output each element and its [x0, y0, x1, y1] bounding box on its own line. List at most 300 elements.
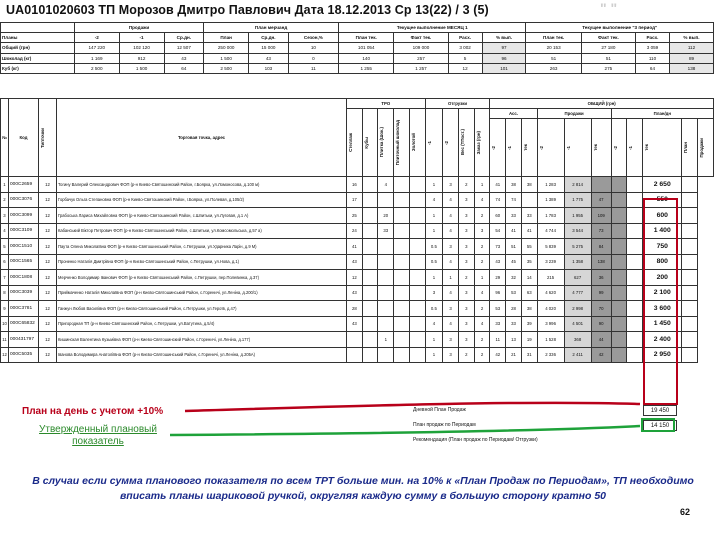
- row-cell-h: 33: [506, 316, 522, 332]
- row-cell-plan: 200: [643, 270, 682, 286]
- empty-cell: [682, 270, 698, 286]
- row-cell-b: 33: [378, 223, 394, 239]
- empty-cell: [682, 192, 698, 208]
- row-cell-g: 60: [490, 208, 506, 224]
- row-cell-a: [347, 332, 363, 348]
- row-cell-addr: Іванова Володимира Анатоліївна ФОП (р-н Києво-Святошинський Район, с.Гореничі, ул.Леніна, д.205А): [57, 347, 347, 363]
- summary-cell: 912: [119, 53, 164, 63]
- summary-cell: 263: [526, 63, 581, 73]
- row-cell-b: [378, 301, 394, 317]
- row-cell-l: 44: [591, 332, 611, 348]
- empty-cell: [611, 208, 627, 224]
- row-cell-j: 1 783: [537, 208, 564, 224]
- row-cell-c: 1: [425, 347, 443, 363]
- summary-col-header: -2: [74, 33, 119, 43]
- summary-col-header: План тек.: [526, 33, 581, 43]
- row-cell-b: 4: [378, 177, 394, 193]
- table-row: [1, 270, 714, 286]
- row-cell-code: 000C3076: [9, 192, 39, 208]
- empty-cell: [394, 347, 410, 363]
- row-cell-l: 90: [591, 316, 611, 332]
- table-row: [1, 285, 714, 301]
- row-cell-g: 74: [490, 192, 506, 208]
- row-cell-c: 3: [425, 285, 443, 301]
- group-current-period: Текущее выполнение "3 период": [526, 23, 714, 33]
- empty-cell: [682, 332, 698, 348]
- row-cell-f: 2: [474, 332, 490, 348]
- col-rot: -2: [443, 109, 459, 177]
- row-cell-d: 4: [443, 316, 459, 332]
- row-cell-e: 2: [458, 347, 474, 363]
- empty-cell: [394, 208, 410, 224]
- row-cell-c: 1: [425, 177, 443, 193]
- col-rot: План: [682, 119, 698, 177]
- period-plan-highlight: [641, 418, 675, 432]
- row-cell-b: [378, 285, 394, 301]
- summary-cell: 3 059: [635, 43, 669, 53]
- row-cell-a: [347, 347, 363, 363]
- row-cell-k: 368: [564, 332, 591, 348]
- col-rot: Продажи: [698, 119, 714, 177]
- row-cell-g: 54: [490, 223, 506, 239]
- row-cell-code: 000C1510: [9, 239, 39, 255]
- row-cell-plan: 1 400: [643, 223, 682, 239]
- row-cell-addr: Паута Олена Миколаївна ФОП (р-н Києво-Святошинський Район, с.Петрушки, ул.Ударника Ларін, д.9 М): [57, 239, 347, 255]
- row-cell-i: 41: [521, 223, 537, 239]
- summary-cell: 10: [288, 43, 338, 53]
- empty-cell: [362, 239, 378, 255]
- empty-cell: [394, 223, 410, 239]
- col-rot: Кубы: [362, 109, 378, 177]
- col-shipments: Отгрузки: [425, 99, 490, 109]
- empty-cell: [682, 223, 698, 239]
- row-cell-plan: 2 650: [643, 177, 682, 193]
- row-cell-g: 43: [490, 254, 506, 270]
- row-cell-i: 63: [521, 285, 537, 301]
- row-cell-code: 000C2659: [9, 177, 39, 193]
- row-cell-n: 4: [1, 223, 9, 239]
- row-cell-d: 3: [443, 177, 459, 193]
- row-cell-g: 53: [490, 301, 506, 317]
- row-cell-c: 0.5: [425, 301, 443, 317]
- empty-cell: [682, 316, 698, 332]
- row-cell-addr: Ганжун Любов Василівна ФОП (р-н Києво-Святошинський Район, с.Петрушки, ул.Героїв, д.47): [57, 301, 347, 317]
- row-cell-code: 000C65832: [9, 316, 39, 332]
- row-cell-f: 2: [474, 239, 490, 255]
- col-rot: тек: [591, 119, 611, 177]
- empty-cell: [682, 208, 698, 224]
- row-cell-k: 5 275: [564, 239, 591, 255]
- summary-table: [0, 22, 714, 74]
- empty-cell: [627, 285, 643, 301]
- empty-cell: [409, 223, 425, 239]
- row-cell-addr: Кишинская Валентина Кузьмівна ФОП (р-н Киево-Святошинский Район, с.Гореничі, ул.Леніна, д.177): [57, 332, 347, 348]
- faded-brand-text: " ": [600, 0, 618, 16]
- col-rot: Золотой: [409, 109, 425, 177]
- row-cell-l: 84: [591, 239, 611, 255]
- empty-cell: [611, 270, 627, 286]
- row-cell-t: 12: [39, 208, 57, 224]
- row-cell-addr: Горбачук Ольга Степановна ФОП (р-н Киево-Святошинский Район, г.Боярка, ул.Полевая, д.105/2): [57, 192, 347, 208]
- summary-col-header: % вып.: [670, 33, 714, 43]
- row-cell-n: 8: [1, 285, 9, 301]
- annotation-approved-plan: Утвержденный плановый показатель: [39, 424, 157, 447]
- empty-cell: [627, 192, 643, 208]
- summary-cell: 27 180: [581, 43, 635, 53]
- summary-row-label: Шоколад (кг): [1, 53, 75, 63]
- summary-cell: 103: [249, 63, 289, 73]
- row-cell-f: 2: [474, 347, 490, 363]
- summary-cell: 147 220: [74, 43, 119, 53]
- row-cell-l: 70: [591, 301, 611, 317]
- col-num: №: [1, 99, 9, 177]
- summary-col-header: План: [204, 33, 249, 43]
- summary-col-header: План тек.: [339, 33, 394, 43]
- col-plan: План/дн: [611, 109, 713, 119]
- col-rot: Плитка (Шок.): [378, 109, 394, 177]
- row-cell-f: 4: [474, 192, 490, 208]
- empty-cell: [394, 270, 410, 286]
- row-cell-c: 1: [425, 332, 443, 348]
- row-cell-h: 32: [506, 270, 522, 286]
- row-cell-f: 3: [474, 223, 490, 239]
- empty-cell: [409, 254, 425, 270]
- row-cell-g: 41: [490, 177, 506, 193]
- empty-cell: [627, 254, 643, 270]
- summary-cell: 20 153: [526, 43, 581, 53]
- col-rot: -1: [425, 109, 443, 177]
- col-rot: тек: [643, 119, 682, 177]
- table-row: [1, 332, 714, 348]
- row-cell-d: 4: [443, 223, 459, 239]
- row-cell-d: 4: [443, 208, 459, 224]
- summary-cell: 3 002: [448, 43, 482, 53]
- row-cell-addr: Проненко Наталія Дмитрівна ФОП (р-н Києво-Святошинський Район, с.Петрушки, ул.Нова, д.1): [57, 254, 347, 270]
- summary-cell: 64: [164, 63, 204, 73]
- summary-cell: 110: [635, 53, 669, 63]
- row-cell-i: 39: [521, 316, 537, 332]
- row-cell-l: [591, 177, 611, 193]
- summary-cell: 11: [288, 63, 338, 73]
- summary-cell: 12: [448, 63, 482, 73]
- row-cell-e: 3: [458, 285, 474, 301]
- col-sales: Продажи: [537, 109, 611, 119]
- row-cell-plan: 750: [643, 239, 682, 255]
- row-cell-h: 28: [506, 301, 522, 317]
- row-cell-h: 51: [506, 239, 522, 255]
- table-row: [1, 347, 714, 363]
- table-row: [1, 223, 714, 239]
- table-row: [1, 254, 714, 270]
- summary-cell: 138: [670, 63, 714, 73]
- summary-cell: 102 120: [119, 43, 164, 53]
- daily-plan-value: 19 450: [643, 405, 677, 416]
- row-cell-addr: Мерченко Володимир Іванович ФОП (р-н Києво-Святошинський Район, с.Петрушки, пер.Полевинка, д.37): [57, 270, 347, 286]
- empty-cell: [611, 239, 627, 255]
- empty-cell: [362, 192, 378, 208]
- row-cell-b: [378, 347, 394, 363]
- row-cell-t: 12: [39, 316, 57, 332]
- col-rot: Вес (ТПост.): [458, 109, 474, 177]
- empty-cell: [682, 285, 698, 301]
- green-arrow-line: [170, 426, 640, 435]
- row-cell-b: 20: [378, 208, 394, 224]
- summary-cell: 109 000: [394, 43, 448, 53]
- row-cell-k: 2 411: [564, 347, 591, 363]
- row-cell-g: 11: [490, 332, 506, 348]
- row-cell-h: 21: [506, 347, 522, 363]
- empty-cell: [409, 270, 425, 286]
- empty-cell: [394, 301, 410, 317]
- period-plan-value: 14 150: [643, 420, 677, 431]
- empty-cell: [394, 239, 410, 255]
- empty-cell: [627, 301, 643, 317]
- row-cell-plan: 1 450: [643, 316, 682, 332]
- summary-cell: 101: [482, 63, 526, 73]
- empty-cell: [611, 177, 627, 193]
- empty-cell: [611, 332, 627, 348]
- group-plan-merch: План мерчанд: [204, 23, 339, 33]
- row-cell-a: 25: [347, 208, 363, 224]
- row-cell-e: 3: [458, 332, 474, 348]
- row-cell-b: [378, 239, 394, 255]
- row-cell-plan: 2 400: [643, 332, 682, 348]
- empty-cell: [611, 254, 627, 270]
- row-cell-i: 14: [521, 270, 537, 286]
- empty-cell: [627, 239, 643, 255]
- row-cell-k: 4 501: [564, 316, 591, 332]
- row-cell-d: 3: [443, 239, 459, 255]
- empty-cell: [611, 301, 627, 317]
- recommendation-label: Рекомендация (План продаж по Периодам/ Отгрузки): [413, 437, 538, 443]
- summary-col-header: Факт тек.: [394, 33, 448, 43]
- empty-cell: [627, 270, 643, 286]
- empty-cell: [362, 270, 378, 286]
- row-cell-j: 3 239: [537, 254, 564, 270]
- empty-cell: [409, 301, 425, 317]
- col-general: ОБЩИЙ (грн): [490, 99, 714, 109]
- row-cell-e: 3: [458, 239, 474, 255]
- row-cell-a: 17: [347, 192, 363, 208]
- row-cell-i: 31: [521, 347, 537, 363]
- row-cell-i: 35: [521, 254, 537, 270]
- row-cell-code: 000C5035: [9, 347, 39, 363]
- empty-cell: [362, 254, 378, 270]
- row-cell-plan: 800: [643, 254, 682, 270]
- empty-cell: [627, 332, 643, 348]
- row-cell-a: 41: [347, 239, 363, 255]
- summary-cell: 43: [249, 53, 289, 63]
- row-cell-n: 9: [1, 301, 9, 317]
- summary-cell: 2 500: [74, 63, 119, 73]
- col-type: Типточки: [39, 99, 57, 177]
- row-cell-l: 109: [591, 208, 611, 224]
- empty-cell: [682, 177, 698, 193]
- summary-cell: 1 257: [394, 63, 448, 73]
- summary-cell: 1 500: [119, 63, 164, 73]
- col-rot: -2: [537, 119, 564, 177]
- row-cell-a: 16: [347, 177, 363, 193]
- row-cell-j: 4 620: [537, 285, 564, 301]
- row-cell-e: 3: [458, 316, 474, 332]
- row-cell-t: 12: [39, 285, 57, 301]
- empty-cell: [394, 254, 410, 270]
- summary-cell: 51: [526, 53, 581, 63]
- row-cell-e: 2: [458, 270, 474, 286]
- table-row: [1, 301, 714, 317]
- row-cell-d: 3: [443, 347, 459, 363]
- row-cell-i: 19: [521, 332, 537, 348]
- empty-cell: [611, 223, 627, 239]
- row-cell-d: 4: [443, 192, 459, 208]
- row-cell-t: 12: [39, 177, 57, 193]
- empty-cell: [627, 316, 643, 332]
- row-cell-code: 000C3109: [9, 223, 39, 239]
- summary-col-header: Расх.: [635, 33, 669, 43]
- empty-cell: [394, 177, 410, 193]
- empty-cell: [394, 332, 410, 348]
- row-cell-c: 1: [425, 208, 443, 224]
- row-cell-i: 38: [521, 301, 537, 317]
- page-title: UA0101020603 ТП Морозов Дмитро Павлович Дата 18.12.2013 Ср 13(22) / 3 (5): [6, 3, 489, 17]
- summary-col-header: Планы: [1, 33, 75, 43]
- row-cell-e: 3: [458, 208, 474, 224]
- row-cell-j: 4 020: [537, 301, 564, 317]
- row-cell-a: 12: [347, 270, 363, 286]
- row-cell-b: [378, 270, 394, 286]
- row-cell-j: 215: [537, 270, 564, 286]
- page-number: 62: [680, 507, 691, 517]
- summary-cell: 96: [482, 53, 526, 63]
- empty-cell: [627, 208, 643, 224]
- row-cell-plan: 2 100: [643, 285, 682, 301]
- empty-cell: [611, 347, 627, 363]
- empty-cell: [362, 223, 378, 239]
- row-cell-l: 47: [591, 192, 611, 208]
- summary-cell: 12 507: [164, 43, 204, 53]
- summary-cell: 97: [482, 43, 526, 53]
- row-cell-n: 12: [1, 347, 9, 363]
- col-outlet: Торговая точка, адрес: [57, 99, 347, 177]
- row-cell-i: [521, 192, 537, 208]
- row-cell-c: 1: [425, 270, 443, 286]
- row-cell-t: 12: [39, 332, 57, 348]
- empty-cell: [362, 177, 378, 193]
- row-cell-i: 33: [521, 208, 537, 224]
- summary-cell: 64: [635, 63, 669, 73]
- col-rot: тек: [521, 119, 537, 177]
- row-cell-d: 3: [443, 301, 459, 317]
- empty-cell: [362, 347, 378, 363]
- empty-cell: [627, 223, 643, 239]
- row-cell-l: 73: [591, 223, 611, 239]
- summary-col-header: Ср.дн.: [249, 33, 289, 43]
- summary-corner: [1, 23, 75, 33]
- summary-cell: 51: [581, 53, 635, 63]
- row-cell-j: 2 336: [537, 347, 564, 363]
- row-cell-d: 4: [443, 254, 459, 270]
- col-tpo: ТРО: [347, 99, 426, 109]
- row-cell-k: 1 955: [564, 208, 591, 224]
- row-cell-l: 99: [591, 285, 611, 301]
- row-cell-h: 41: [506, 223, 522, 239]
- row-cell-addr: Тогину Валерий Олександрович ФОП (р-н Киево-Святошинский Район, г.Боярка, ул.Ломоносова, д.100 м): [57, 177, 347, 193]
- row-cell-n: 6: [1, 254, 9, 270]
- row-cell-l: 36: [591, 270, 611, 286]
- col-assort: Асс.: [490, 109, 537, 119]
- summary-row-label: Куб (кг): [1, 63, 75, 73]
- row-cell-e: 3: [458, 223, 474, 239]
- row-cell-f: 2: [474, 208, 490, 224]
- row-cell-n: 10: [1, 316, 9, 332]
- row-cell-plan: 3 600: [643, 301, 682, 317]
- row-cell-plan: 2 950: [643, 347, 682, 363]
- empty-cell: [409, 316, 425, 332]
- summary-row-label: Общий (грн): [1, 43, 75, 53]
- row-cell-f: 4: [474, 316, 490, 332]
- row-cell-c: 0.5: [425, 239, 443, 255]
- row-cell-t: 12: [39, 254, 57, 270]
- summary-cell: 2 500: [204, 63, 249, 73]
- col-rot: Плиточный шоколад: [394, 109, 410, 177]
- row-cell-plan: 550: [643, 192, 682, 208]
- row-cell-e: 3: [458, 192, 474, 208]
- row-cell-b: 1: [378, 332, 394, 348]
- row-cell-k: 2 814: [564, 177, 591, 193]
- summary-cell: 250 000: [204, 43, 249, 53]
- row-cell-e: 3: [458, 301, 474, 317]
- empty-cell: [611, 192, 627, 208]
- row-cell-g: 29: [490, 270, 506, 286]
- empty-cell: [362, 285, 378, 301]
- row-cell-f: 1: [474, 270, 490, 286]
- empty-cell: [409, 239, 425, 255]
- row-cell-t: 12: [39, 192, 57, 208]
- col-rot: -1: [564, 119, 591, 177]
- col-rot: -1: [627, 119, 643, 177]
- row-cell-n: 3: [1, 208, 9, 224]
- empty-cell: [394, 285, 410, 301]
- row-cell-t: 12: [39, 347, 57, 363]
- row-cell-h: 33: [506, 208, 522, 224]
- empty-cell: [394, 316, 410, 332]
- row-cell-n: 11: [1, 332, 9, 348]
- annotation-daily-plan: План на день с учетом +10%: [22, 406, 164, 417]
- row-cell-f: 1: [474, 177, 490, 193]
- row-cell-k: 3 544: [564, 223, 591, 239]
- row-cell-j: 4 744: [537, 223, 564, 239]
- summary-cell: 257: [394, 53, 448, 63]
- row-cell-d: 3: [443, 332, 459, 348]
- empty-cell: [682, 254, 698, 270]
- summary-cell: 5: [448, 53, 482, 63]
- summary-col-header: -1: [119, 33, 164, 43]
- row-cell-g: 33: [490, 316, 506, 332]
- row-cell-e: 2: [458, 177, 474, 193]
- instruction-note: В случаи если сумма планового показателя по всем ТРТ больше мин. на 10% к «План Продаж по Периодам», ТП необходимо вписать планы шариковой ручкой, округляя каждую сумму в большую сторону кратно 50: [32, 475, 694, 502]
- empty-cell: [611, 316, 627, 332]
- row-cell-k: 1 358: [564, 254, 591, 270]
- row-cell-i: 55: [521, 239, 537, 255]
- row-cell-d: 4: [443, 285, 459, 301]
- row-cell-d: 1: [443, 270, 459, 286]
- col-rot: -1: [506, 119, 522, 177]
- col-rot: -2: [611, 119, 627, 177]
- row-cell-plan: 600: [643, 208, 682, 224]
- row-cell-a: 24: [347, 223, 363, 239]
- summary-col-header: % вып.: [482, 33, 526, 43]
- row-cell-l: 138: [591, 254, 611, 270]
